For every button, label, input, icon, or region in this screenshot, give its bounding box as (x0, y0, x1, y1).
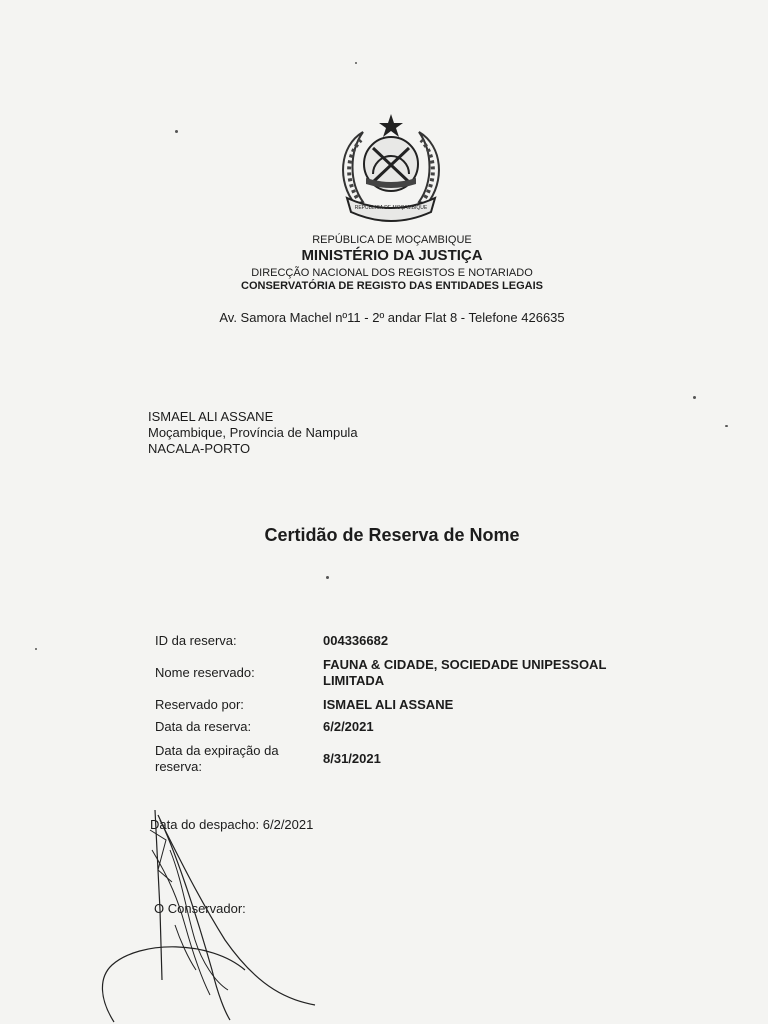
detail-label: Reservado por: (155, 697, 244, 712)
detail-label: ID da reserva: (155, 633, 237, 648)
addressee-location: Moçambique, Província de Nampula (148, 425, 358, 440)
scan-speck (35, 648, 37, 650)
detail-label: Data da reserva: (155, 719, 252, 734)
office-address: Av. Samora Machel nº11 - 2º andar Flat 8 - Telefone 426635 (219, 310, 565, 325)
signature-icon (100, 790, 340, 1024)
scan-speck (175, 130, 178, 133)
conservator-label: O Conservador: (154, 901, 246, 916)
scan-speck (725, 425, 728, 427)
republic-label: REPÚBLICA DE MOÇAMBIQUE (312, 234, 472, 246)
directorate-label: DIRECÇÃO NACIONAL DOS REGISTOS E NOTARIADO (251, 267, 533, 279)
svg-text:REPÚBLICA DE MOÇAMBIQUE: REPÚBLICA DE MOÇAMBIQUE (354, 205, 428, 211)
detail-value: 8/31/2021 (323, 751, 381, 766)
addressee-name: ISMAEL ALI ASSANE (148, 409, 274, 424)
detail-row-reserved-name (155, 657, 645, 689)
detail-value: ISMAEL ALI ASSANE (323, 697, 454, 712)
detail-value: FAUNA & CIDADE, SOCIEDADE UNIPESSOAL LIMITADA (323, 657, 607, 688)
addressee-city: NACALA-PORTO (148, 441, 251, 456)
scan-speck (693, 396, 696, 399)
coat-of-arms-icon (333, 112, 449, 232)
detail-row-reserved-by (155, 697, 645, 713)
scan-speck (326, 576, 329, 579)
detail-row-expiration-date (155, 743, 645, 775)
document-title: Certidão de Reserva de Nome (264, 525, 520, 545)
ministry-title: MINISTÉRIO DA JUSTIÇA (301, 247, 483, 264)
addressee-block (148, 409, 358, 457)
scan-speck (355, 62, 357, 64)
detail-value: 004336682 (323, 633, 389, 648)
registry-label: CONSERVATÓRIA DE REGISTO DAS ENTIDADES LEGAIS (241, 280, 543, 292)
detail-label: Nome reservado: (155, 665, 255, 680)
detail-label: Data da expiração da reserva: (155, 743, 279, 774)
dispatch-date: Data do despacho: 6/2/2021 (150, 817, 314, 832)
detail-value: 6/2/2021 (323, 719, 374, 734)
detail-row-reservation-id (155, 633, 645, 649)
detail-row-reservation-date (155, 719, 645, 735)
